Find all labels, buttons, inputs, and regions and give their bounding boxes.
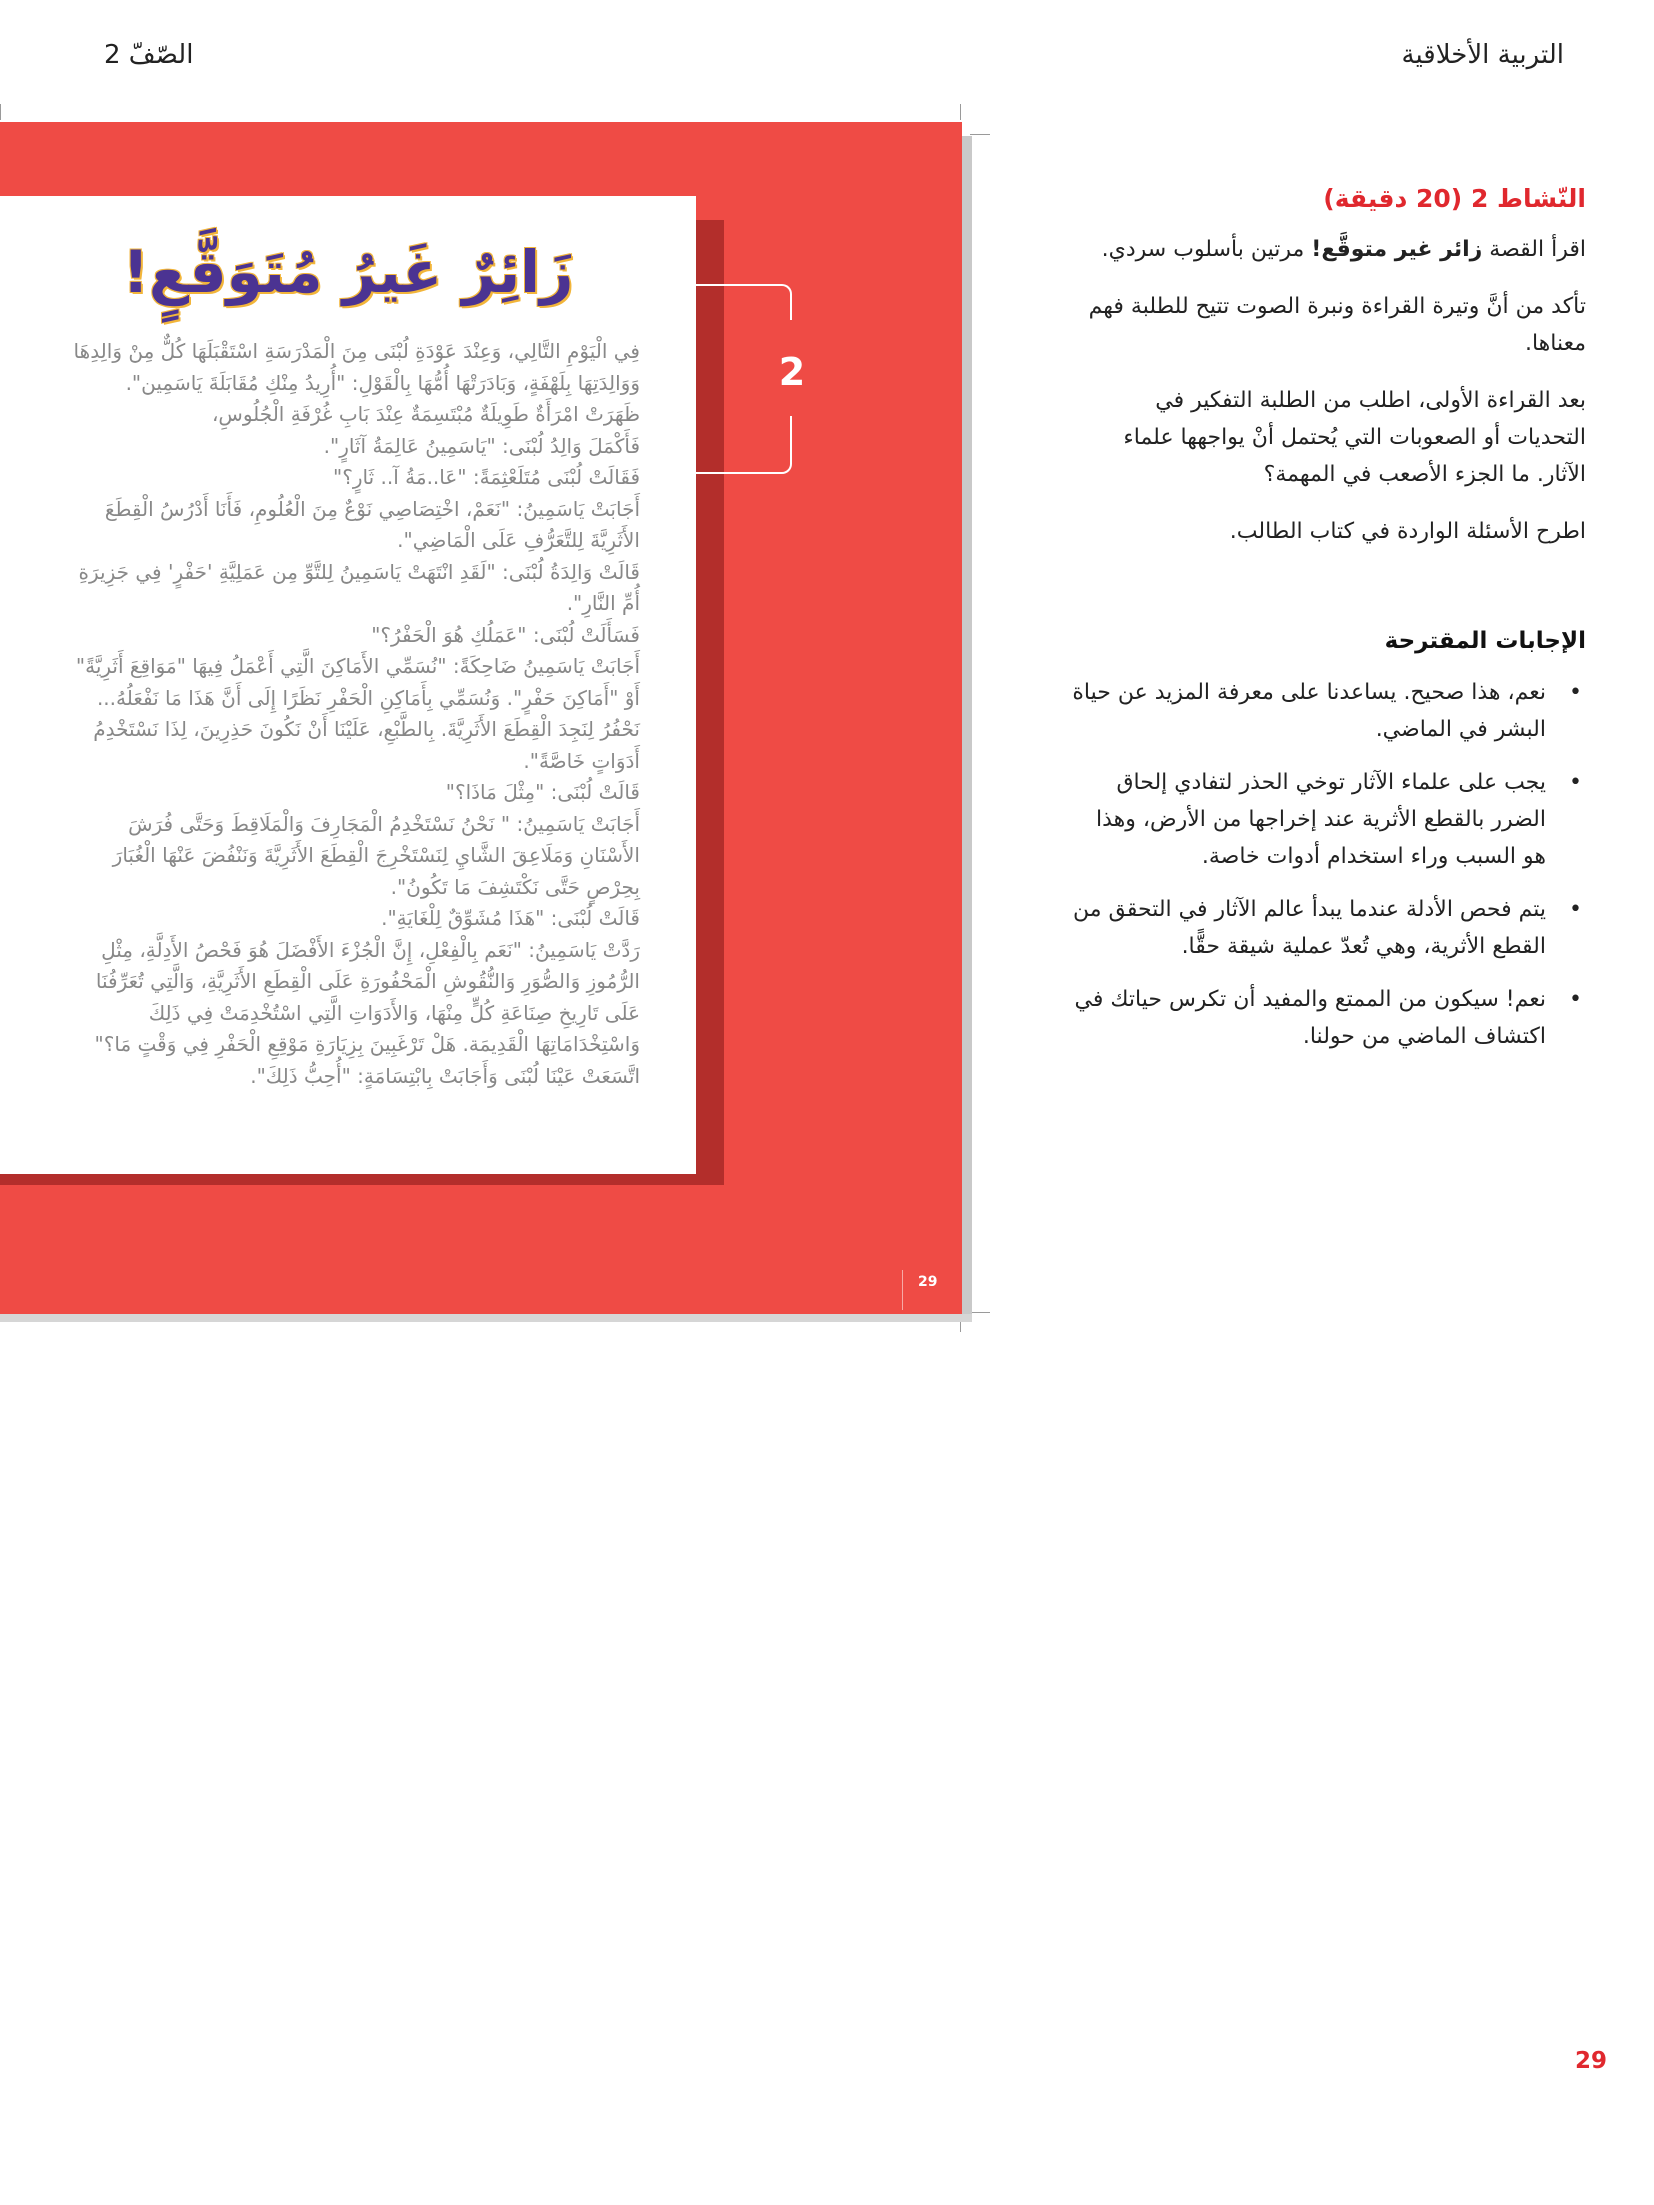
activity-title: النّشاط 2 (20 دقيقة)	[1323, 184, 1586, 213]
guide-text: اقرأ القصة	[1482, 237, 1586, 262]
story-line: فَأَكْمَلَ وَالِدُ لُبْنَى: "يَاسَمِينُ عَالِمَةُ آثَارٍ".	[323, 433, 640, 458]
answer-text: يتم فحص الأدلة عندما يبدأ عالم الآثار في التحقق من القطع الأثرية، وهي تُعدّ عملية شيقة حقًّا.	[1073, 897, 1546, 959]
story-line: قَالَتْ لُبْنَى: "مِثْلَ مَاذَا؟"	[445, 780, 640, 804]
story-line: رَدَّتْ يَاسَمِينُ: "نَعَم بِالْفِعْلِ، إِنَّ الْجُزْءَ الأَفْضَلَ هُوَ فَحْصُ الأَدِلَّةِ، مِثْلِ الرُّمُوزِ وَالصُّوَرِ وَالنُّقُوشِ الْمَحْفُورَةِ عَلَى الْقِطَعِ الأَثَرِيَّةِ، وَالَّتِي تُعَرِّفُنَا عَلَى تَارِيخِ صِنَاعَةِ كُلٍّ مِنْهَا، وَالأَدَوَاتِ الَّتِي اسْتُخْدِمَتْ فِي ذَلِكَ وَاسْتِخْدَامَاتِهَا الْقَدِيمَة. هَلْ تَرْغَبِينَ بِزِيَارَةِ مَوْقِعِ الْحَفْرِ فِي وَقْتٍ مَا؟"	[94, 937, 640, 1056]
guide-text: مرتين بأسلوب سردي.	[1101, 237, 1312, 262]
answers-list	[1070, 674, 1586, 1055]
header-grade: الصّفّ 2	[104, 40, 194, 70]
answers-title: الإجابات المقترحة	[1384, 628, 1586, 654]
story-name-bold: زائر غير متوقَّع!	[1311, 237, 1483, 262]
bullet-icon: •	[1569, 897, 1582, 922]
bullet-icon: •	[1569, 680, 1582, 705]
story-line: أَجَابَتْ يَاسَمِينُ ضَاحِكَةً: "نُسَمِّي الأَمَاكِنَ الَّتِي أَعْمَلُ فِيهَا "مَوَاقِعَ أَثَرِيَّةً" أَوْ "أَمَاكِنَ حَفْرٍ". وَنُسَمِّي بِأَمَاكِنِ الْحَفْرِ نَظَرًا إِلَى أَنَّ هَذَا مَا نَفْعَلُهُ... نَحْفُرُ لِنَجِدَ الْقِطَعَ الأَثَرِيَّةَ. بِالطَّبْعِ، عَلَيْنَا أَنْ نَكُونَ حَذِرِينَ، لِذَا نَسْتَخْدِمُ أَدَوَاتٍ خَاصَّةً".	[75, 654, 640, 773]
page-number-divider	[902, 1270, 903, 1310]
guide-paragraph: بعد القراءة الأولى، اطلب من الطلبة التفكير في التحديات أو الصعوبات التي يُحتمل أنْ يواجهها علماء الآثار. ما الجزء الأصعب في المهمة؟	[1123, 388, 1586, 487]
header-subject: التربية الأخلاقية	[1401, 40, 1564, 70]
story-line: قَالَتْ لُبْنَى: "هَذَا مُشَوِّقٌ لِلْغَايَةِ".	[381, 906, 640, 930]
answer-text: نعم! سيكون من الممتع والمفيد أن تكرس حياتك في اكتشاف الماضي من حولنا.	[1074, 987, 1546, 1049]
guide-paragraph: تأكد من أنَّ وتيرة القراءة ونبرة الصوت تتيح للطلبة فهم معناها.	[1088, 294, 1586, 356]
answer-text: نعم، هذا صحيح. يساعدنا على معرفة المزيد عن حياة البشر في الماضي.	[1072, 680, 1546, 742]
story-page	[0, 196, 696, 1174]
story-page-number: 29	[918, 1274, 938, 1290]
answer-item	[1070, 764, 1586, 875]
story-line: فَسَأَلَتْ لُبْنَى: "عَمَلُكِ هُوَ الْحَفْرُ؟"	[371, 622, 640, 647]
answer-text: يجب على علماء الآثار توخي الحذر لتفادي إلحاق الضرر بالقطع الأثرية عند إخراجها من الأرض، وهذا هو السبب وراء استخدام أدوات خاصة.	[1096, 770, 1546, 869]
section-bracket	[696, 284, 792, 320]
guide-paragraph	[1070, 231, 1586, 268]
crop-mark	[960, 104, 961, 120]
story-line: فِي الْيَوْمِ التَّالِي، وَعِنْدَ عَوْدَةِ لُبْنَى مِنَ الْمَدْرَسَةِ اسْتَقْبَلَهَا كُلٌّ مِنْ وَالِدِهَا وَوَالِدَتِهَا بِلَهْفَةٍ، وَبَادَرَتْهَا أُمُّهَا بِالْقَوْلِ: "أُرِيدُ مِنْكِ مُقَابَلَةَ يَاسَمِين". ظَهَرَتْ امْرَأَةٌ طَوِيلَةٌ مُبْتَسِمَةٌ عِنْدَ بَابِ غُرْفَةِ الْجُلُوسِ،	[73, 339, 640, 426]
crop-mark	[970, 134, 990, 135]
answer-item	[1070, 891, 1586, 965]
crop-mark	[0, 104, 1, 120]
section-bracket	[696, 416, 792, 474]
story-line: اتَّسَعَتْ عَيْنَا لُبْنَى وَأَجَابَتْ بِابْتِسَامَةٍ: "أُحِبُّ ذَلِكَ".	[250, 1063, 640, 1088]
story-title: زَائِرٌ غَيرُ مُتَوَقَّعٍ!	[122, 238, 574, 306]
section-number: 2	[778, 350, 806, 394]
answer-item	[1070, 674, 1586, 748]
story-line: أَجَابَتْ يَاسَمِينُ: " نَحْنُ نَسْتَخْدِمُ الْمَجَارِفَ وَالْمَلَاقِطَ وَحَتَّى فُرَشَ الأَسْنَانِ وَمَلَاعِقَ الشَّايِ لِنَسْتَخْرِجَ الْقِطَعَ الأَثَرِيَّةَ وَنَنْفُضَ عَنْهَا الْغُبَارَ بِحِرْصٍ حَتَّى نَكْتَشِفَ مَا تَكُونُ".	[112, 811, 640, 899]
answer-item	[1070, 981, 1586, 1055]
story-line: قَالَتْ وَالِدَةُ لُبْنَى: "لَقَدِ انْتَهَتْ يَاسَمِينُ لِلتَّوِّ مِن عَمَلِيَّةِ 'حَفْرٍ' فِي جَزِيرَةِ أُمِّ النَّارِ".	[78, 559, 640, 615]
spread-shadow	[962, 136, 972, 1314]
spread-shadow	[0, 1314, 972, 1322]
story-text	[72, 336, 640, 1092]
guide-paragraph: اطرح الأسئلة الواردة في كتاب الطالب.	[1229, 519, 1586, 544]
story-line: أَجَابَتْ يَاسَمِينُ: "نَعَمْ، اخْتِصَاصِي نَوْعٌ مِنَ الْعُلُومِ، فَأَنَا أَدْرُسُ الْقِطَعَ الأَثَرِيَّةَ لِلتَّعَرُّفِ عَلَى الْمَاضِي".	[104, 496, 640, 552]
page-number: 29	[1575, 2048, 1608, 2074]
teacher-guide	[1070, 184, 1586, 1071]
story-line: فَقَالَتْ لُبْنَى مُتَلَعْثِمَةً: "عَا..مَةُ آ.. ثَارٍ؟"	[333, 465, 640, 489]
bullet-icon: •	[1569, 987, 1582, 1012]
crop-mark	[970, 1312, 990, 1313]
bullet-icon: •	[1569, 770, 1582, 795]
